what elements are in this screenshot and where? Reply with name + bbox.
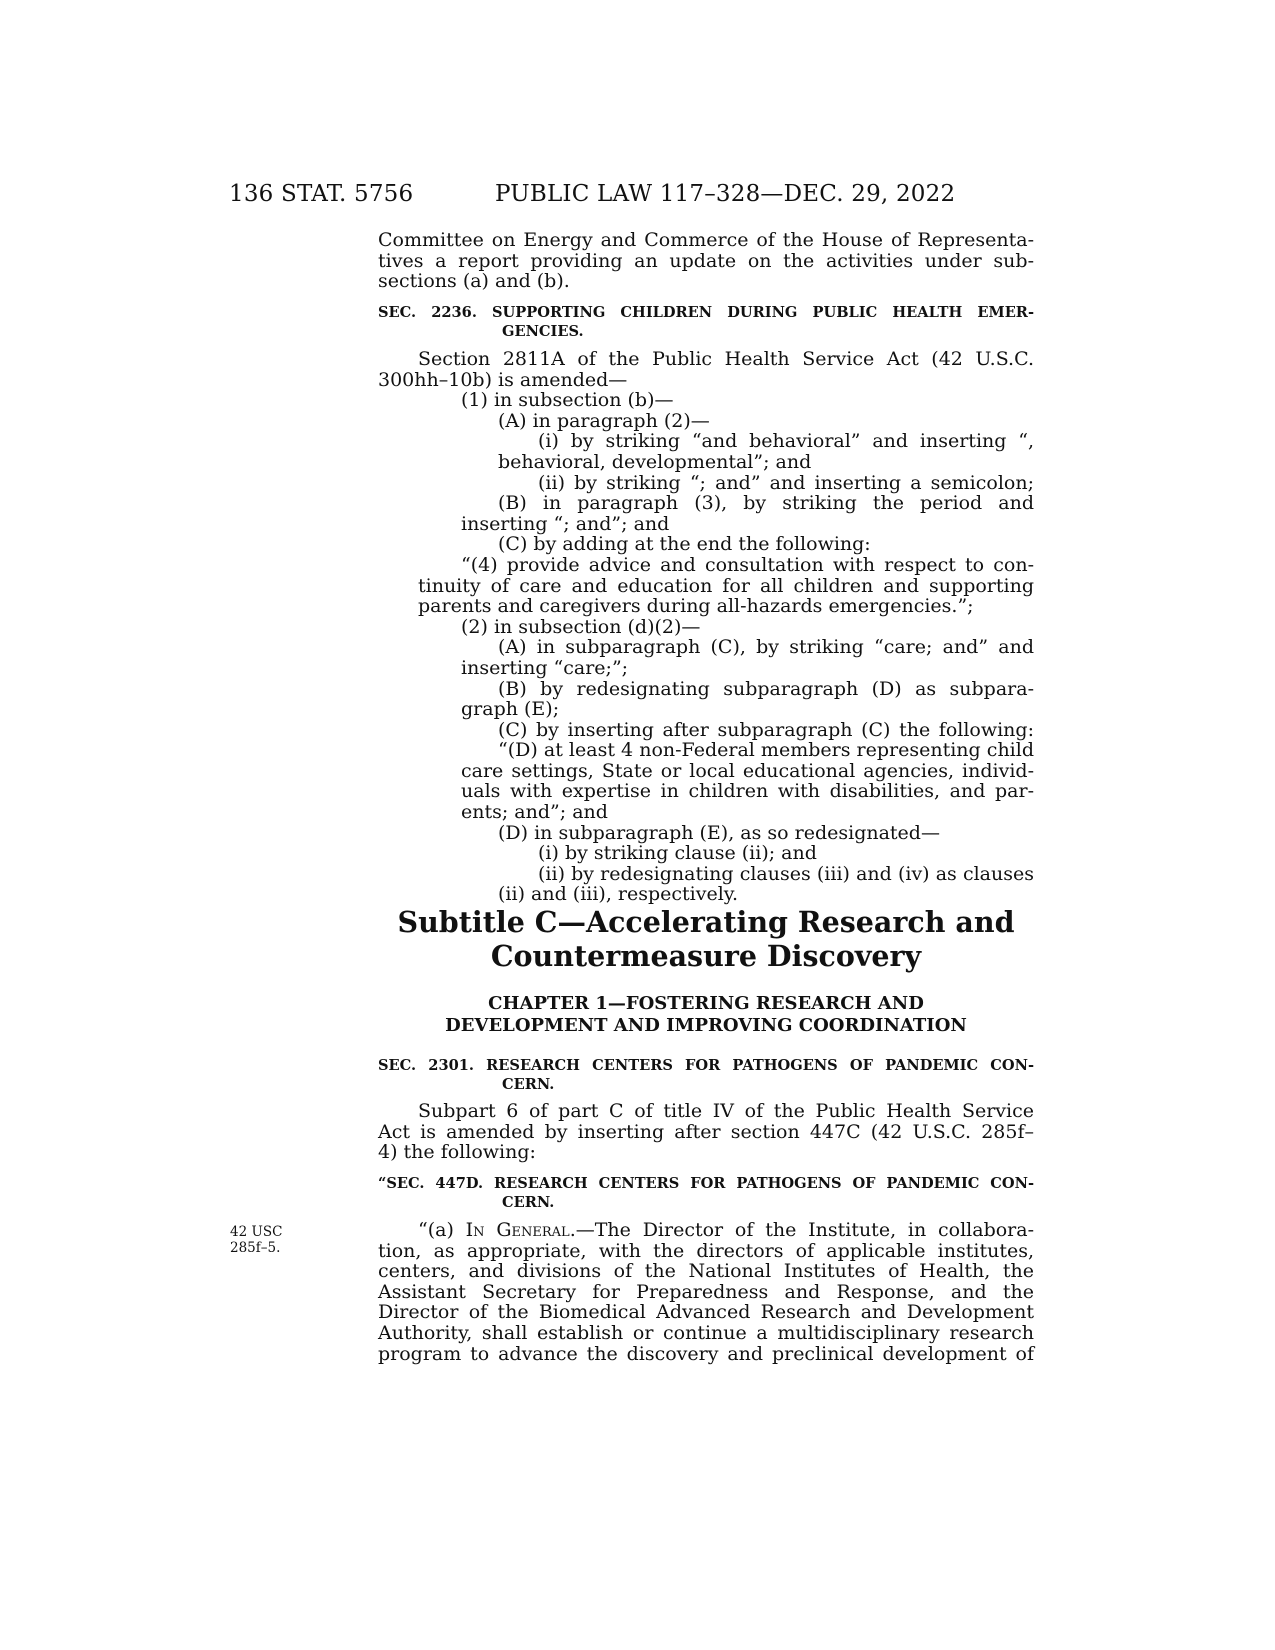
margin-note [230,1224,282,1256]
subsection-open: “(a) [418,1219,466,1241]
section-heading-2236 [378,304,1034,341]
text-line: tinuity of care and education for all children and supporting [418,574,1034,597]
text-line [378,1220,1034,1241]
text-line: (A) in paragraph (2)— [498,409,710,432]
text-line: (B) by redesignating subparagraph (D) as subpara- [498,677,1034,700]
text-line: “(D) at least 4 non-Federal members representing child [498,739,1034,762]
section-heading-2301 [378,1057,1034,1094]
subtitle-heading [378,905,1034,973]
chapter-line: CHAPTER 1—FOSTERING RESEARCH AND [488,993,924,1014]
text-line: (2) in subsection (d)(2)— [461,615,701,638]
text-line: (ii) by striking “; and” and inserting a semicolon; [538,471,1034,494]
chapter-heading [378,993,1034,1037]
margin-note-line: 42 USC [230,1224,283,1240]
section-heading-line: SEC. 2236. SUPPORTING CHILDREN DURING PUBLIC HEALTH EMER- [378,304,1034,321]
text-line: Act is amended by inserting after section 447C (42 U.S.C. 285f– [378,1120,1034,1143]
text-line: Authority, shall establish or continue a multidisciplinary research [378,1321,1034,1344]
section-body-447d [378,1220,1034,1364]
text-line: (C) by inserting after subparagraph (C) the following: [498,718,1034,741]
section-heading-447d [378,1175,1034,1212]
subtitle-line: Subtitle C—Accelerating Research and [397,905,1015,939]
intro-paragraph [378,230,1034,292]
section-heading-line: CERN. [502,1075,555,1093]
text-line: behavioral, developmental”; and [498,450,812,473]
section-heading-line: “SEC. 447D. RESEARCH CENTERS FOR PATHOGENS OF PANDEMIC CON- [378,1175,1034,1192]
text-line: program to advance the discovery and preclinical development of [378,1342,1034,1365]
text-line: 300hh–10b) is amended— [378,368,628,391]
text-line: Subpart 6 of part C of title IV of the Public Health Service [418,1100,1034,1122]
subsection-heading: In General [465,1219,570,1241]
text-line: ents; and”; and [461,801,608,824]
text-line: inserting “care;”; [461,656,629,679]
text-line: parents and caregivers during all-hazards emergencies.”; [418,595,974,618]
text-line: (i) by striking “and behavioral” and inserting “, [538,430,1034,453]
text-line: (D) in subparagraph (E), as so redesignated— [498,821,940,844]
chapter-line: DEVELOPMENT AND IMPROVING COORDINATION [445,1015,967,1036]
text-line: (ii) and (iii), respectively. [498,883,739,906]
text-line: Assistant Secretary for Preparedness and Response, and the [378,1280,1034,1303]
text-line: centers, and divisions of the National Institutes of Health, the [378,1260,1034,1283]
subtitle-line: Countermeasure Discovery [490,939,922,973]
text-line: Director of the Biomedical Advanced Research and Development [378,1301,1034,1324]
section-heading-line: SEC. 2301. RESEARCH CENTERS FOR PATHOGENS OF PANDEMIC CON- [378,1057,1034,1074]
text-line: care settings, State or local educational agencies, individ- [461,759,1034,782]
subsection-text: .—The Director of the Institute, in collabora- [569,1219,1035,1241]
page-reference: 136 STAT. 5756 [229,181,414,207]
text-line: (A) in subparagraph (C), by striking “care; and” and [498,636,1034,659]
text-line: tion, as appropriate, with the directors of applicable institutes, [378,1239,1034,1262]
text-line: Committee on Energy and Commerce of the House of Representa- [378,229,1034,251]
text-line: sections (a) and (b). [378,270,570,293]
text-line: (ii) by redesignating clauses (iii) and (iv) as clauses [538,862,1034,885]
text-line: (i) by striking clause (ii); and [538,842,817,865]
section-heading-line: CERN. [502,1193,555,1211]
section-body-2301 [378,1101,1034,1163]
text-line: 4) the following: [378,1141,536,1164]
text-line: uals with expertise in children with disabilities, and par- [461,780,1034,803]
section-body-2236 [378,349,1034,905]
text-line: graph (E); [461,698,560,721]
text-line: (1) in subsection (b)— [461,389,674,412]
margin-note-line: 285f–5. [230,1240,281,1256]
text-line: Section 2811A of the Public Health Service Act (42 U.S.C. [418,348,1034,370]
text-line: (C) by adding at the end the following: [498,533,871,556]
law-reference: PUBLIC LAW 117–328—DEC. 29, 2022 [495,181,956,207]
text-line: (B) in paragraph (3), by striking the period and [498,492,1034,515]
text-line: tives a report providing an update on the activities under sub- [378,249,1034,272]
text-line: inserting “; and”; and [461,512,670,535]
text-line: “(4) provide advice and consultation with respect to con- [461,553,1034,576]
section-heading-line: GENCIES. [502,322,584,340]
